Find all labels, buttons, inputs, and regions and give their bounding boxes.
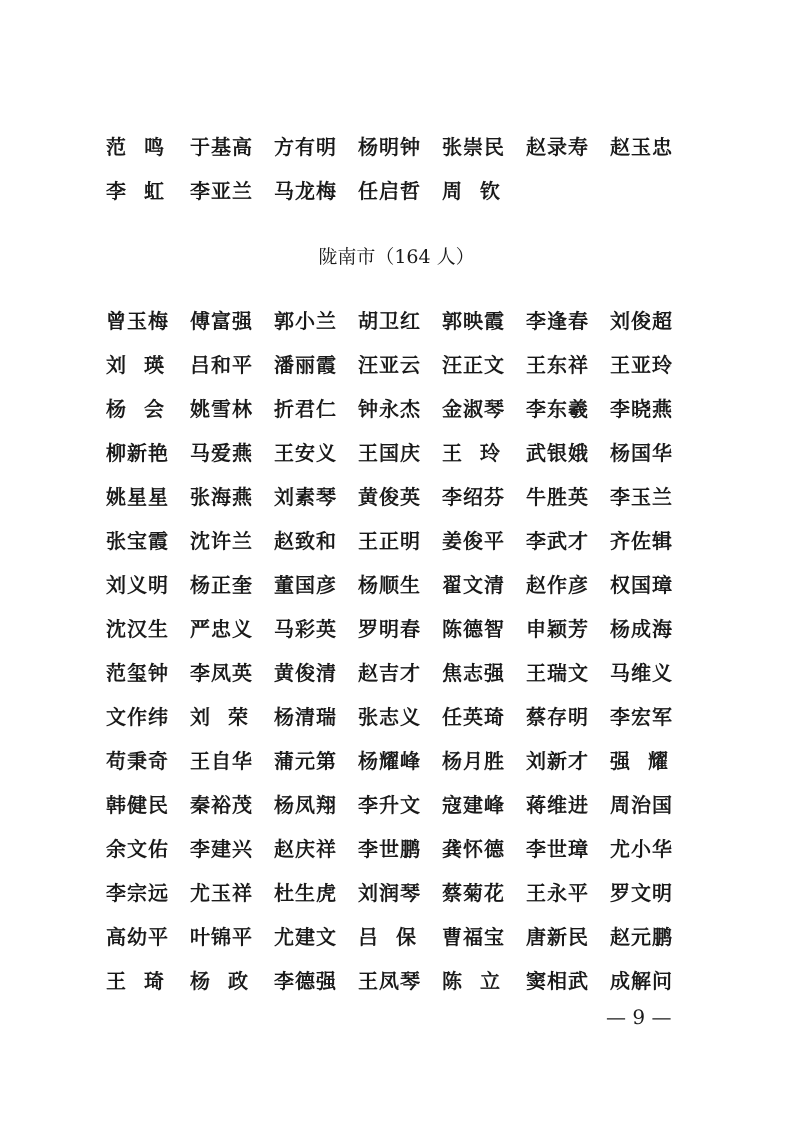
person-name: 刘俊超 <box>610 308 673 333</box>
person-name: 寇建峰 <box>442 792 505 817</box>
person-name: 蒋维进 <box>526 792 589 817</box>
person-name: 董国彦 <box>274 572 337 597</box>
person-name: 潘丽霞 <box>274 352 337 377</box>
person-name: 王自华 <box>190 748 253 773</box>
person-name: 张海燕 <box>190 484 253 509</box>
name-row <box>106 957 696 1001</box>
person-name: 焦志强 <box>442 660 505 685</box>
person-name: 曾玉梅 <box>106 308 169 333</box>
person-name: 李宗远 <box>106 880 169 905</box>
name-row <box>106 649 696 693</box>
name-row <box>106 869 696 913</box>
name-row <box>106 167 696 211</box>
person-name: 吕 保 <box>358 924 416 949</box>
person-name: 赵录寿 <box>526 134 589 159</box>
person-name: 张宝霞 <box>106 528 169 553</box>
name-row <box>106 781 696 825</box>
person-name: 沈许兰 <box>190 528 253 553</box>
name-row <box>106 913 696 957</box>
person-name: 王亚玲 <box>610 352 673 377</box>
name-list-longnan <box>106 297 696 1001</box>
person-name: 范 鸣 <box>106 134 164 159</box>
person-name: 方有明 <box>274 134 337 159</box>
person-name: 杨国华 <box>610 440 673 465</box>
person-name: 李玉兰 <box>610 484 673 509</box>
person-name: 蔡菊花 <box>442 880 505 905</box>
person-name: 姜俊平 <box>442 528 505 553</box>
person-name: 王国庆 <box>358 440 421 465</box>
person-name: 钟永杰 <box>358 396 421 421</box>
person-name: 杨明钟 <box>358 134 421 159</box>
person-name: 龚怀德 <box>442 836 505 861</box>
person-name: 张崇民 <box>442 134 505 159</box>
person-name: 尤玉祥 <box>190 880 253 905</box>
name-row <box>106 123 696 167</box>
person-name: 刘 瑛 <box>106 352 164 377</box>
person-name: 赵元鹏 <box>610 924 673 949</box>
name-row <box>106 341 696 385</box>
name-row <box>106 561 696 605</box>
person-name: 赵庆祥 <box>274 836 337 861</box>
name-row <box>106 605 696 649</box>
person-name: 强 耀 <box>610 748 668 773</box>
person-name: 权国璋 <box>610 572 673 597</box>
person-name: 罗明春 <box>358 616 421 641</box>
person-name: 高幼平 <box>106 924 169 949</box>
person-name: 苟秉奇 <box>106 748 169 773</box>
person-name: 杨月胜 <box>442 748 505 773</box>
name-row <box>106 297 696 341</box>
person-name: 李东羲 <box>526 396 589 421</box>
person-name: 李升文 <box>358 792 421 817</box>
person-name: 任英琦 <box>442 704 505 729</box>
person-name: 李绍芬 <box>442 484 505 509</box>
person-name: 汪亚云 <box>358 352 421 377</box>
person-name: 李亚兰 <box>190 178 253 203</box>
person-name: 王安义 <box>274 440 337 465</box>
person-name: 尤建文 <box>274 924 337 949</box>
person-name: 李凤英 <box>190 660 253 685</box>
person-name: 赵作彦 <box>526 572 589 597</box>
person-name: 马龙梅 <box>274 178 337 203</box>
person-name: 刘新才 <box>526 748 589 773</box>
person-name: 郭小兰 <box>274 308 337 333</box>
name-row <box>106 693 696 737</box>
person-name: 姚星星 <box>106 484 169 509</box>
person-name: 杨 政 <box>190 968 248 993</box>
person-name: 李武才 <box>526 528 589 553</box>
person-name: 余文佑 <box>106 836 169 861</box>
person-name: 马彩英 <box>274 616 337 641</box>
person-name: 周 钦 <box>442 178 500 203</box>
person-name: 周治国 <box>610 792 673 817</box>
person-name: 马爱燕 <box>190 440 253 465</box>
person-name: 韩健民 <box>106 792 169 817</box>
person-name: 齐佐辑 <box>610 528 673 553</box>
person-name: 陈 立 <box>442 968 500 993</box>
person-name: 申颖芳 <box>526 616 589 641</box>
person-name: 王正明 <box>358 528 421 553</box>
person-name: 赵致和 <box>274 528 337 553</box>
person-name: 黄俊英 <box>358 484 421 509</box>
name-row <box>106 473 696 517</box>
person-name: 姚雪林 <box>190 396 253 421</box>
person-name: 唐新民 <box>526 924 589 949</box>
person-name: 李 虹 <box>106 178 164 203</box>
person-name: 李世璋 <box>526 836 589 861</box>
person-name: 蔡存明 <box>526 704 589 729</box>
person-name: 蒲元第 <box>274 748 337 773</box>
person-name: 牛胜英 <box>526 484 589 509</box>
person-name: 杨顺生 <box>358 572 421 597</box>
person-name: 郭映霞 <box>442 308 505 333</box>
person-name: 杨正奎 <box>190 572 253 597</box>
person-name: 杨 会 <box>106 396 164 421</box>
person-name: 严忠义 <box>190 616 253 641</box>
person-name: 赵吉才 <box>358 660 421 685</box>
person-name: 王凤琴 <box>358 968 421 993</box>
person-name: 成解问 <box>610 968 673 993</box>
person-name: 杨凤翔 <box>274 792 337 817</box>
person-name: 折君仁 <box>274 396 337 421</box>
person-name: 杨清瑞 <box>274 704 337 729</box>
person-name: 刘润琴 <box>358 880 421 905</box>
person-name: 于基高 <box>190 134 253 159</box>
section-title: 陇南市（164 人） <box>318 246 475 268</box>
person-name: 陈德智 <box>442 616 505 641</box>
person-name: 王永平 <box>526 880 589 905</box>
person-name: 文作纬 <box>106 704 169 729</box>
name-row <box>106 429 696 473</box>
person-name: 任启哲 <box>358 178 421 203</box>
person-name: 王东祥 <box>526 352 589 377</box>
person-name: 尤小华 <box>610 836 673 861</box>
person-name: 马维义 <box>610 660 673 685</box>
person-name: 李建兴 <box>190 836 253 861</box>
person-name: 李德强 <box>274 968 337 993</box>
person-name: 汪正文 <box>442 352 505 377</box>
person-name: 李世鹏 <box>358 836 421 861</box>
person-name: 胡卫红 <box>358 308 421 333</box>
person-name: 李宏军 <box>610 704 673 729</box>
person-name: 李晓燕 <box>610 396 673 421</box>
person-name: 杨成海 <box>610 616 673 641</box>
person-name: 王瑞文 <box>526 660 589 685</box>
name-row <box>106 825 696 869</box>
person-name: 黄俊清 <box>274 660 337 685</box>
person-name: 秦裕茂 <box>190 792 253 817</box>
person-name: 杨耀峰 <box>358 748 421 773</box>
person-name: 王 琦 <box>106 968 164 993</box>
person-name: 傅富强 <box>190 308 253 333</box>
name-row <box>106 517 696 561</box>
person-name: 叶锦平 <box>190 924 253 949</box>
person-name: 翟文清 <box>442 572 505 597</box>
person-name: 杜生虎 <box>274 880 337 905</box>
name-row <box>106 385 696 429</box>
page-number: — 9 — <box>606 1005 672 1029</box>
person-name: 赵玉忠 <box>610 134 673 159</box>
person-name: 李逢春 <box>526 308 589 333</box>
person-name: 刘素琴 <box>274 484 337 509</box>
person-name: 刘义明 <box>106 572 169 597</box>
person-name: 窦相武 <box>526 968 589 993</box>
person-name: 罗文明 <box>610 880 673 905</box>
person-name: 范玺钟 <box>106 660 169 685</box>
person-name: 金淑琴 <box>442 396 505 421</box>
person-name: 王 玲 <box>442 440 500 465</box>
person-name: 张志义 <box>358 704 421 729</box>
person-name: 武银娥 <box>526 440 589 465</box>
name-row <box>106 737 696 781</box>
person-name: 沈汉生 <box>106 616 169 641</box>
person-name: 刘 荣 <box>190 704 248 729</box>
person-name: 曹福宝 <box>442 924 505 949</box>
person-name: 吕和平 <box>190 352 253 377</box>
name-list-continued <box>106 123 696 211</box>
person-name: 柳新艳 <box>106 440 169 465</box>
